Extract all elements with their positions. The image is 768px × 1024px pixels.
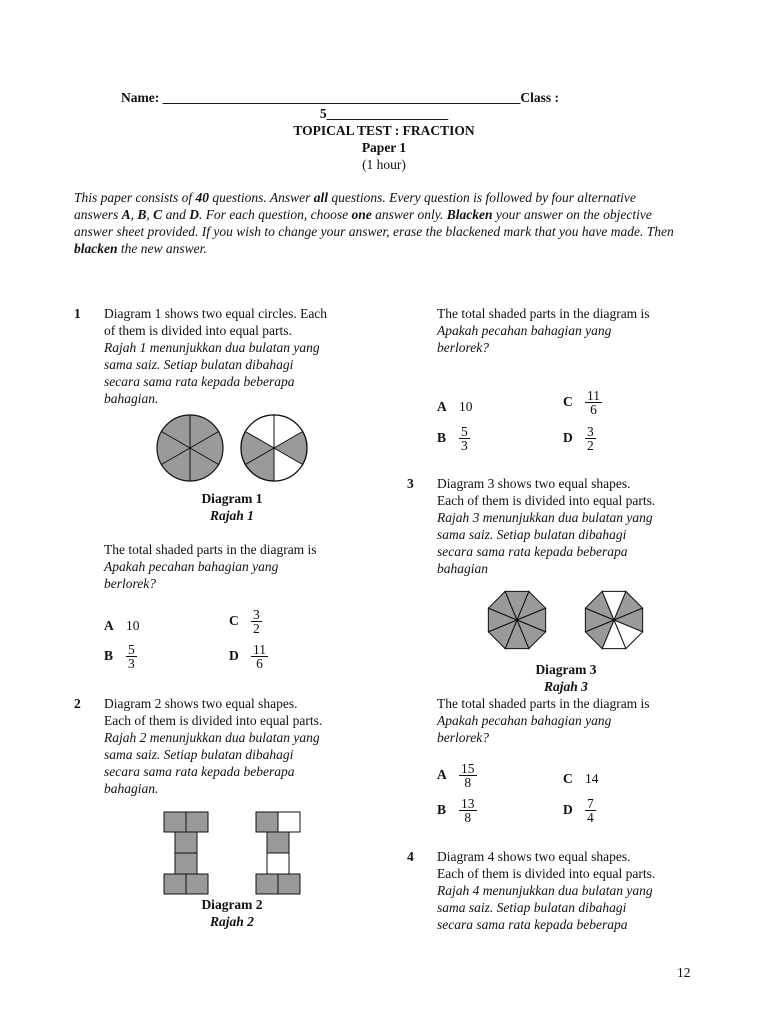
q2-text: Diagram 2 shows two equal shapes. Each of them is divided into equal parts. Rajah 2 menunjukkan dua bulatan yang sama saiz. Setiap bulatan dibahagi secara sama rata kepada beberapa bahagian. [104,696,323,796]
q3-option-b[interactable]: B $\frac{13}{8}$ [437,796,475,825]
q3-number: 3 [407,476,414,491]
q4-number: 4 [407,849,414,864]
q2-option-a[interactable]: A 10 [437,399,473,414]
q1-option-b[interactable]: B $\frac{5}{3}$ [104,642,135,671]
name-class-line: Name: _____________________________________________________Class : [121,90,559,105]
q1-text: Diagram 1 shows two equal circles. Each of them is divided into equal parts. Rajah 1 menunjukkan dua bulatan yang sama saiz. Setiap bulatan dibahagi secara sama rata kepada beberapa bahagian. [104,306,328,406]
q3-option-a[interactable]: A $\frac{15}{8}$ [437,761,475,790]
diagram-1-circle-right [241,415,307,481]
q1-question: The total shaded parts in the diagram is Apakah pecahan bahagian yang berlorek? [104,542,317,591]
class-value-line: 5__________________ [319,106,449,121]
paper-label: Paper 1 [361,140,407,155]
q1-number: 1 [74,306,81,321]
q3-text: Diagram 3 shows two equal shapes. Each of them is divided into equal parts. Rajah 3 menunjukkan dua bulatan yang sama saiz. Setiap bulatan dibahagi secara sama rata kepada beberapa bahagian [437,476,656,576]
diagram-3-octagon-right [585,591,642,648]
diagram-3-caption: Diagram 3 Rajah 3 [535,662,597,694]
q2-option-b[interactable]: B $\frac{5}{3}$ [437,424,468,453]
q1-option-c[interactable]: C $\frac{3}{2}$ [229,607,260,636]
instructions: This paper consists of 40 questions. Answer all questions. Every question is followed by four alternative answers A, B, C and D. For each question, choose one answer only. Blacken your answer on the objective answer sheet provided. If you wish to change your answer, erase the blackened mark that you have made. Then blacken the new answer. [74,190,674,256]
diagram-2-caption: Diagram 2 Rajah 2 [201,897,263,929]
diagram-2-shape-right [256,812,300,894]
diagram-2-shape-left [164,812,208,894]
diagram-1-circle-left [157,415,223,481]
q2-option-c[interactable]: C $\frac{11}{6}$ [563,388,600,417]
q2-number: 2 [74,696,81,711]
diagram-2 [164,812,304,898]
test-title: TOPICAL TEST : FRACTION [293,123,475,138]
q3-question: The total shaded parts in the diagram is Apakah pecahan bahagian yang berlorek? [437,696,650,745]
q4-text: Diagram 4 shows two equal shapes. Each of them is divided into equal parts. Rajah 4 menunjukkan dua bulatan yang sama saiz. Setiap bulatan dibahagi secara sama rata kepada beberapa [437,849,656,932]
duration: (1 hour) [362,157,406,172]
diagram-1 [150,412,320,486]
diagram-3-octagon-left [488,591,545,648]
page-number: 12 [677,965,691,980]
q2-option-d[interactable]: D $\frac{3}{2}$ [563,424,594,453]
q2-question: The total shaded parts in the diagram is Apakah pecahan bahagian yang berlorek? [437,306,650,355]
diagram-3 [484,589,654,651]
q1-option-a[interactable]: A 10 [104,618,140,633]
diagram-1-caption: Diagram 1 Rajah 1 [201,491,263,523]
q3-option-d[interactable]: D $\frac{7}{4}$ [563,796,594,825]
q3-option-c[interactable]: C 14 [563,771,599,786]
q1-option-d[interactable]: D $\frac{11}{6}$ [229,642,266,671]
